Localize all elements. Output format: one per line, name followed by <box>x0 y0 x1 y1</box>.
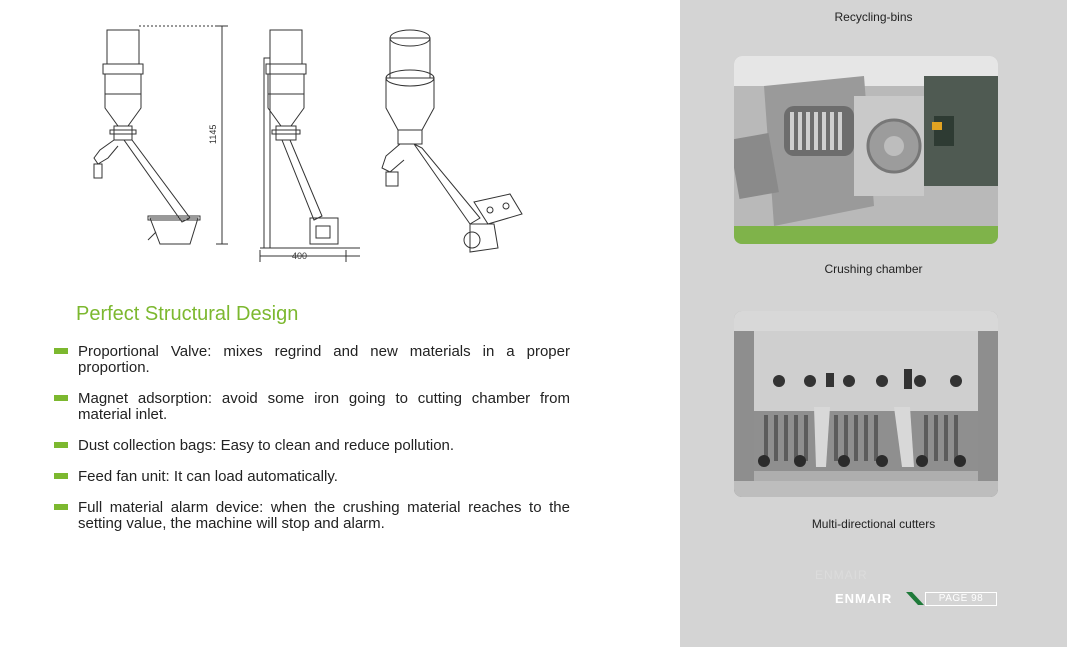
feature-item <box>54 469 570 485</box>
feature-list <box>54 344 570 547</box>
bullet-icon <box>54 348 68 354</box>
bullet-icon <box>54 504 68 510</box>
brand-slash-icon <box>906 592 924 605</box>
caption-crushing-chamber: Crushing chamber <box>824 262 923 276</box>
loader-technical-drawing <box>70 18 540 268</box>
feature-item <box>54 500 570 532</box>
cutters-photo <box>734 311 998 497</box>
height-dimension-label: 1145 <box>208 124 218 144</box>
bullet-icon <box>54 473 68 479</box>
feature-text: Magnet adsorption: avoid some iron going to cutting chamber from material inlet. <box>78 390 570 423</box>
feature-text: Proportional Valve: mixes regrind and new materials in a proper proportion. <box>78 343 570 376</box>
feature-item <box>54 438 570 454</box>
width-dimension-label: 400 <box>292 251 308 261</box>
feature-item <box>54 344 570 376</box>
caption-multi-directional-cutters: Multi-directional cutters <box>811 517 936 531</box>
section-title: Perfect Structural Design <box>76 303 299 325</box>
right-panel <box>680 0 1067 647</box>
brand-watermark: ENMAIR <box>815 568 868 582</box>
feature-text: Full material alarm device: when the crushing material reaches to the setting value, the machine will stop and alarm. <box>78 499 570 532</box>
feature-item <box>54 391 570 423</box>
caption-recycling-bins: Recycling-bins <box>834 10 913 24</box>
feature-text: Feed fan unit: It can load automatically. <box>78 468 338 485</box>
bullet-icon <box>54 395 68 401</box>
bullet-icon <box>54 442 68 448</box>
cutters-image <box>734 311 998 497</box>
brand-logo: ENMAIR <box>835 591 893 606</box>
feature-text: Dust collection bags: Easy to clean and reduce pollution. <box>78 437 455 454</box>
crushing-chamber-image <box>734 56 998 244</box>
page-number: PAGE 98 <box>925 592 997 606</box>
crushing-chamber-photo <box>734 56 998 244</box>
